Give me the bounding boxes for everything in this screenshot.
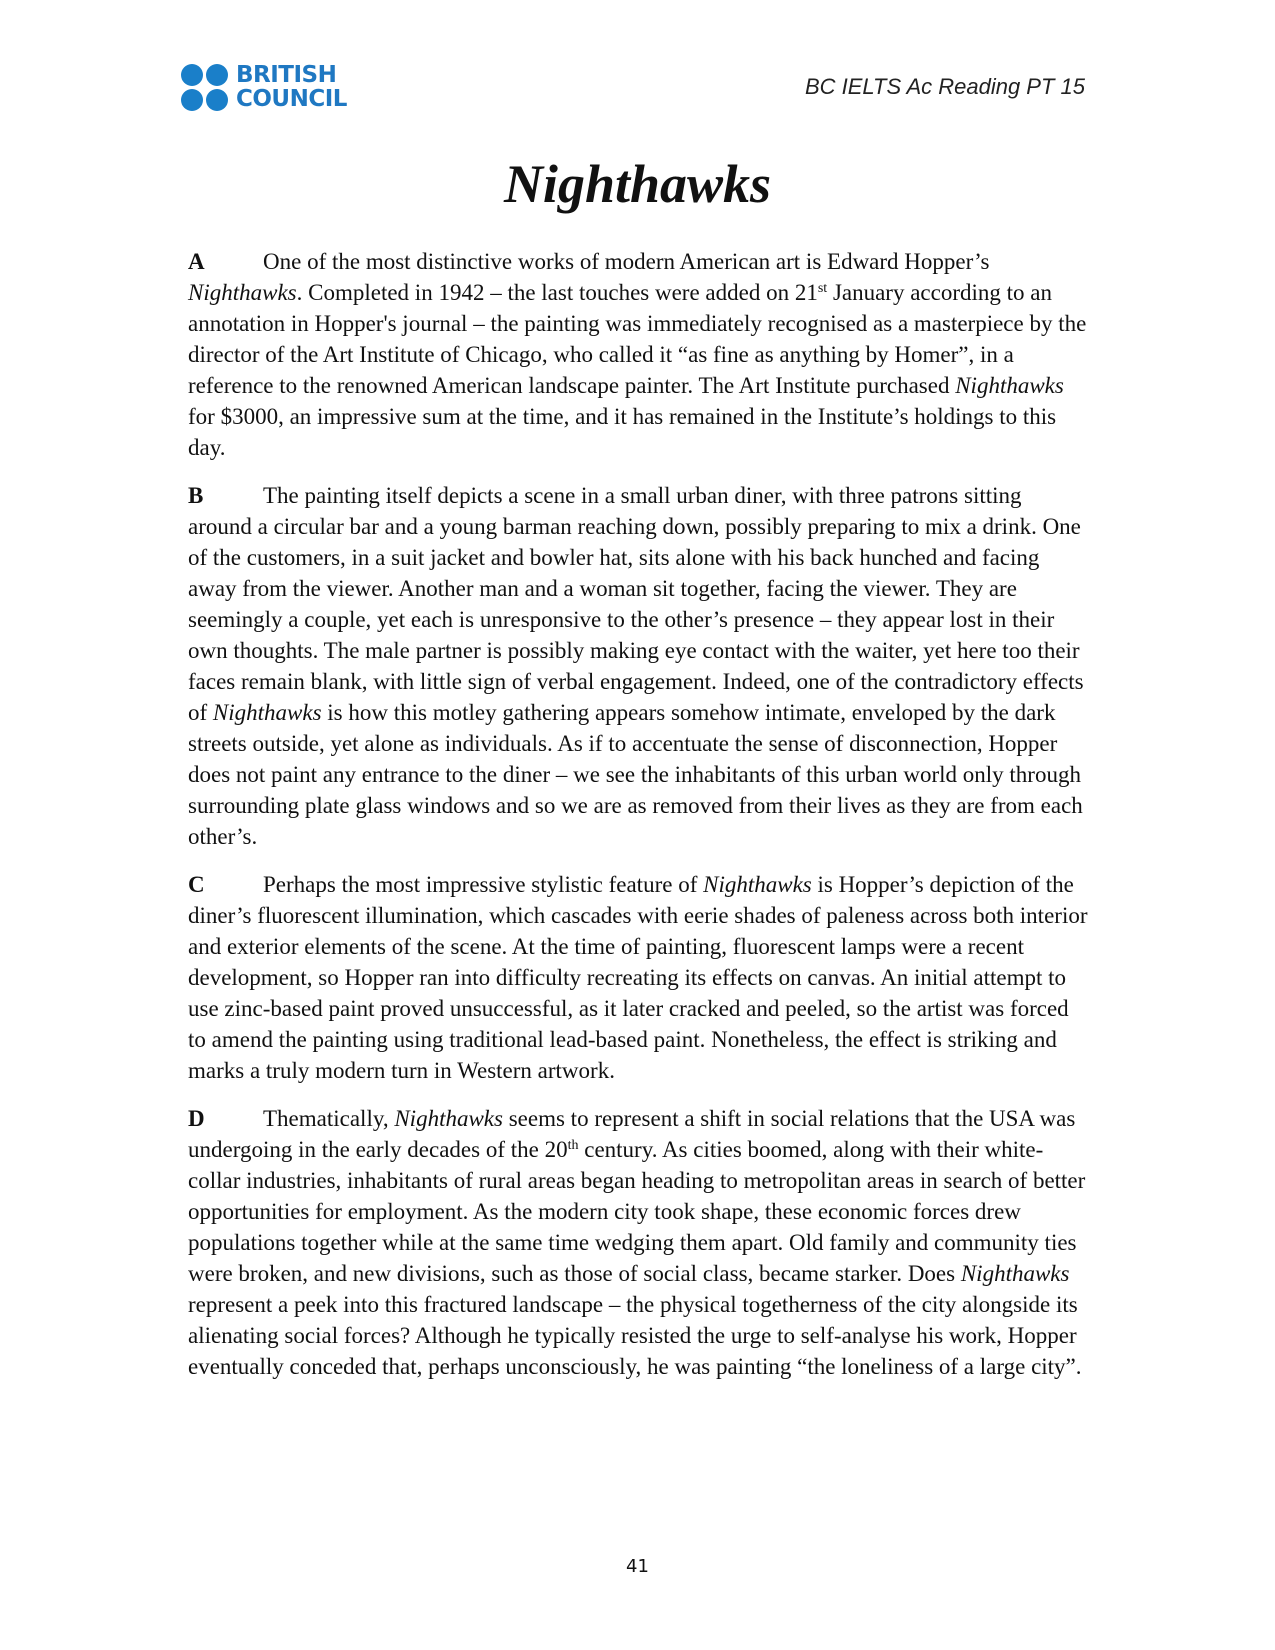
painting-title: Nighthawks <box>188 280 297 305</box>
painting-title: Nighthawks <box>960 1261 1070 1286</box>
logo-wordmark <box>236 63 347 111</box>
logo-dots-icon <box>181 64 228 111</box>
paragraph-letter: B <box>188 483 204 508</box>
paragraph-letter: D <box>188 1106 205 1131</box>
painting-title: Nighthawks <box>394 1106 503 1131</box>
test-reference: BC IELTS Ac Reading PT 15 <box>804 74 1085 99</box>
paragraph-b: B The painting itself depicts a scene in a small urban diner, with three patrons sitting around a circular bar and a young barman reaching down, possibly preparing to mix a drink. One of the customers, in a suit jacket and bowler hat, sits alone with his back hunched and facing away from the viewer. Another man and a woman sit together, facing the viewer. They are seemingly a couple, yet each is unresponsive to the other’s presence – they appear lost in their own thoughts. The male partner is possibly making eye contact with the waiter, yet here too their faces remain blank, with little sign of verbal engagement. Indeed, one of the contradictory effects of Nighthawks is how this motley gathering appears somehow intimate, enveloped by the dark streets outside, yet alone as individuals. As if to accentuate the sense of disconnection, Hopper does not paint any entrance to the diner – we see the inhabitants of this urban world only through surrounding plate glass windows and so we are as removed from their lives as they are from each other’s. <box>188 480 1088 852</box>
painting-title: Nighthawks <box>212 700 322 725</box>
paragraph-c: C Perhaps the most impressive stylistic feature of Nighthawks is Hopper’s depiction of the diner’s fluorescent illumination, which cascades with eerie shades of paleness across both interior and exterior elements of the scene. At the time of painting, fluorescent lamps were a recent development, so Hopper ran into difficulty recreating its effects on canvas. An initial attempt to use zinc-based paint proved unsuccessful, as it later cracked and peeled, so the artist was forced to amend the painting using traditional lead-based paint. Nonetheless, the effect is striking and marks a truly modern turn in Western artwork. <box>188 869 1088 1086</box>
painting-title: Nighthawks <box>955 373 1064 398</box>
paragraph-letter: A <box>188 249 205 274</box>
page-number: 41 <box>626 1556 649 1577</box>
logo-line-1: BRITISH <box>236 62 337 88</box>
british-council-logo <box>181 60 347 114</box>
paragraph-d: D Thematically, Nighthawks seems to represent a shift in social relations that the USA was undergoing in the early decades of the 20th century. As cities boomed, along with their white-collar industries, inhabitants of rural areas began heading to metropolitan areas in search of better opportunities for employment. As the modern city took shape, these economic forces drew populations together while at the same time wedging them apart. Old family and community ties were broken, and new divisions, such as those of social class, became starker. Does Nighthawks represent a peek into this fractured landscape – the physical togetherness of the city alongside its alienating social forces? Although he typically resisted the urge to self-analyse his work, Hopper eventually conceded that, perhaps unconsciously, he was painting “the loneliness of a large city”. <box>188 1103 1088 1382</box>
painting-title: Nighthawks <box>703 872 812 897</box>
reading-passage <box>188 246 1088 1399</box>
paragraph-a: A One of the most distinctive works of modern American art is Edward Hopper’s Nighthawks. Completed in 1942 – the last touches were added on 21st January according to an annotation in Hopper's journal – the painting was immediately recognised as a masterpiece by the director of the Art Institute of Chicago, who called it “as fine as anything by Homer”, in a reference to the renowned American landscape painter. The Art Institute purchased Nighthawks for $3000, an impressive sum at the time, and it has remained in the Institute’s holdings to this day. <box>188 246 1088 463</box>
logo-line-2: COUNCIL <box>236 86 347 112</box>
paragraph-letter: C <box>188 872 205 897</box>
page-title: Nighthawks <box>503 154 772 214</box>
